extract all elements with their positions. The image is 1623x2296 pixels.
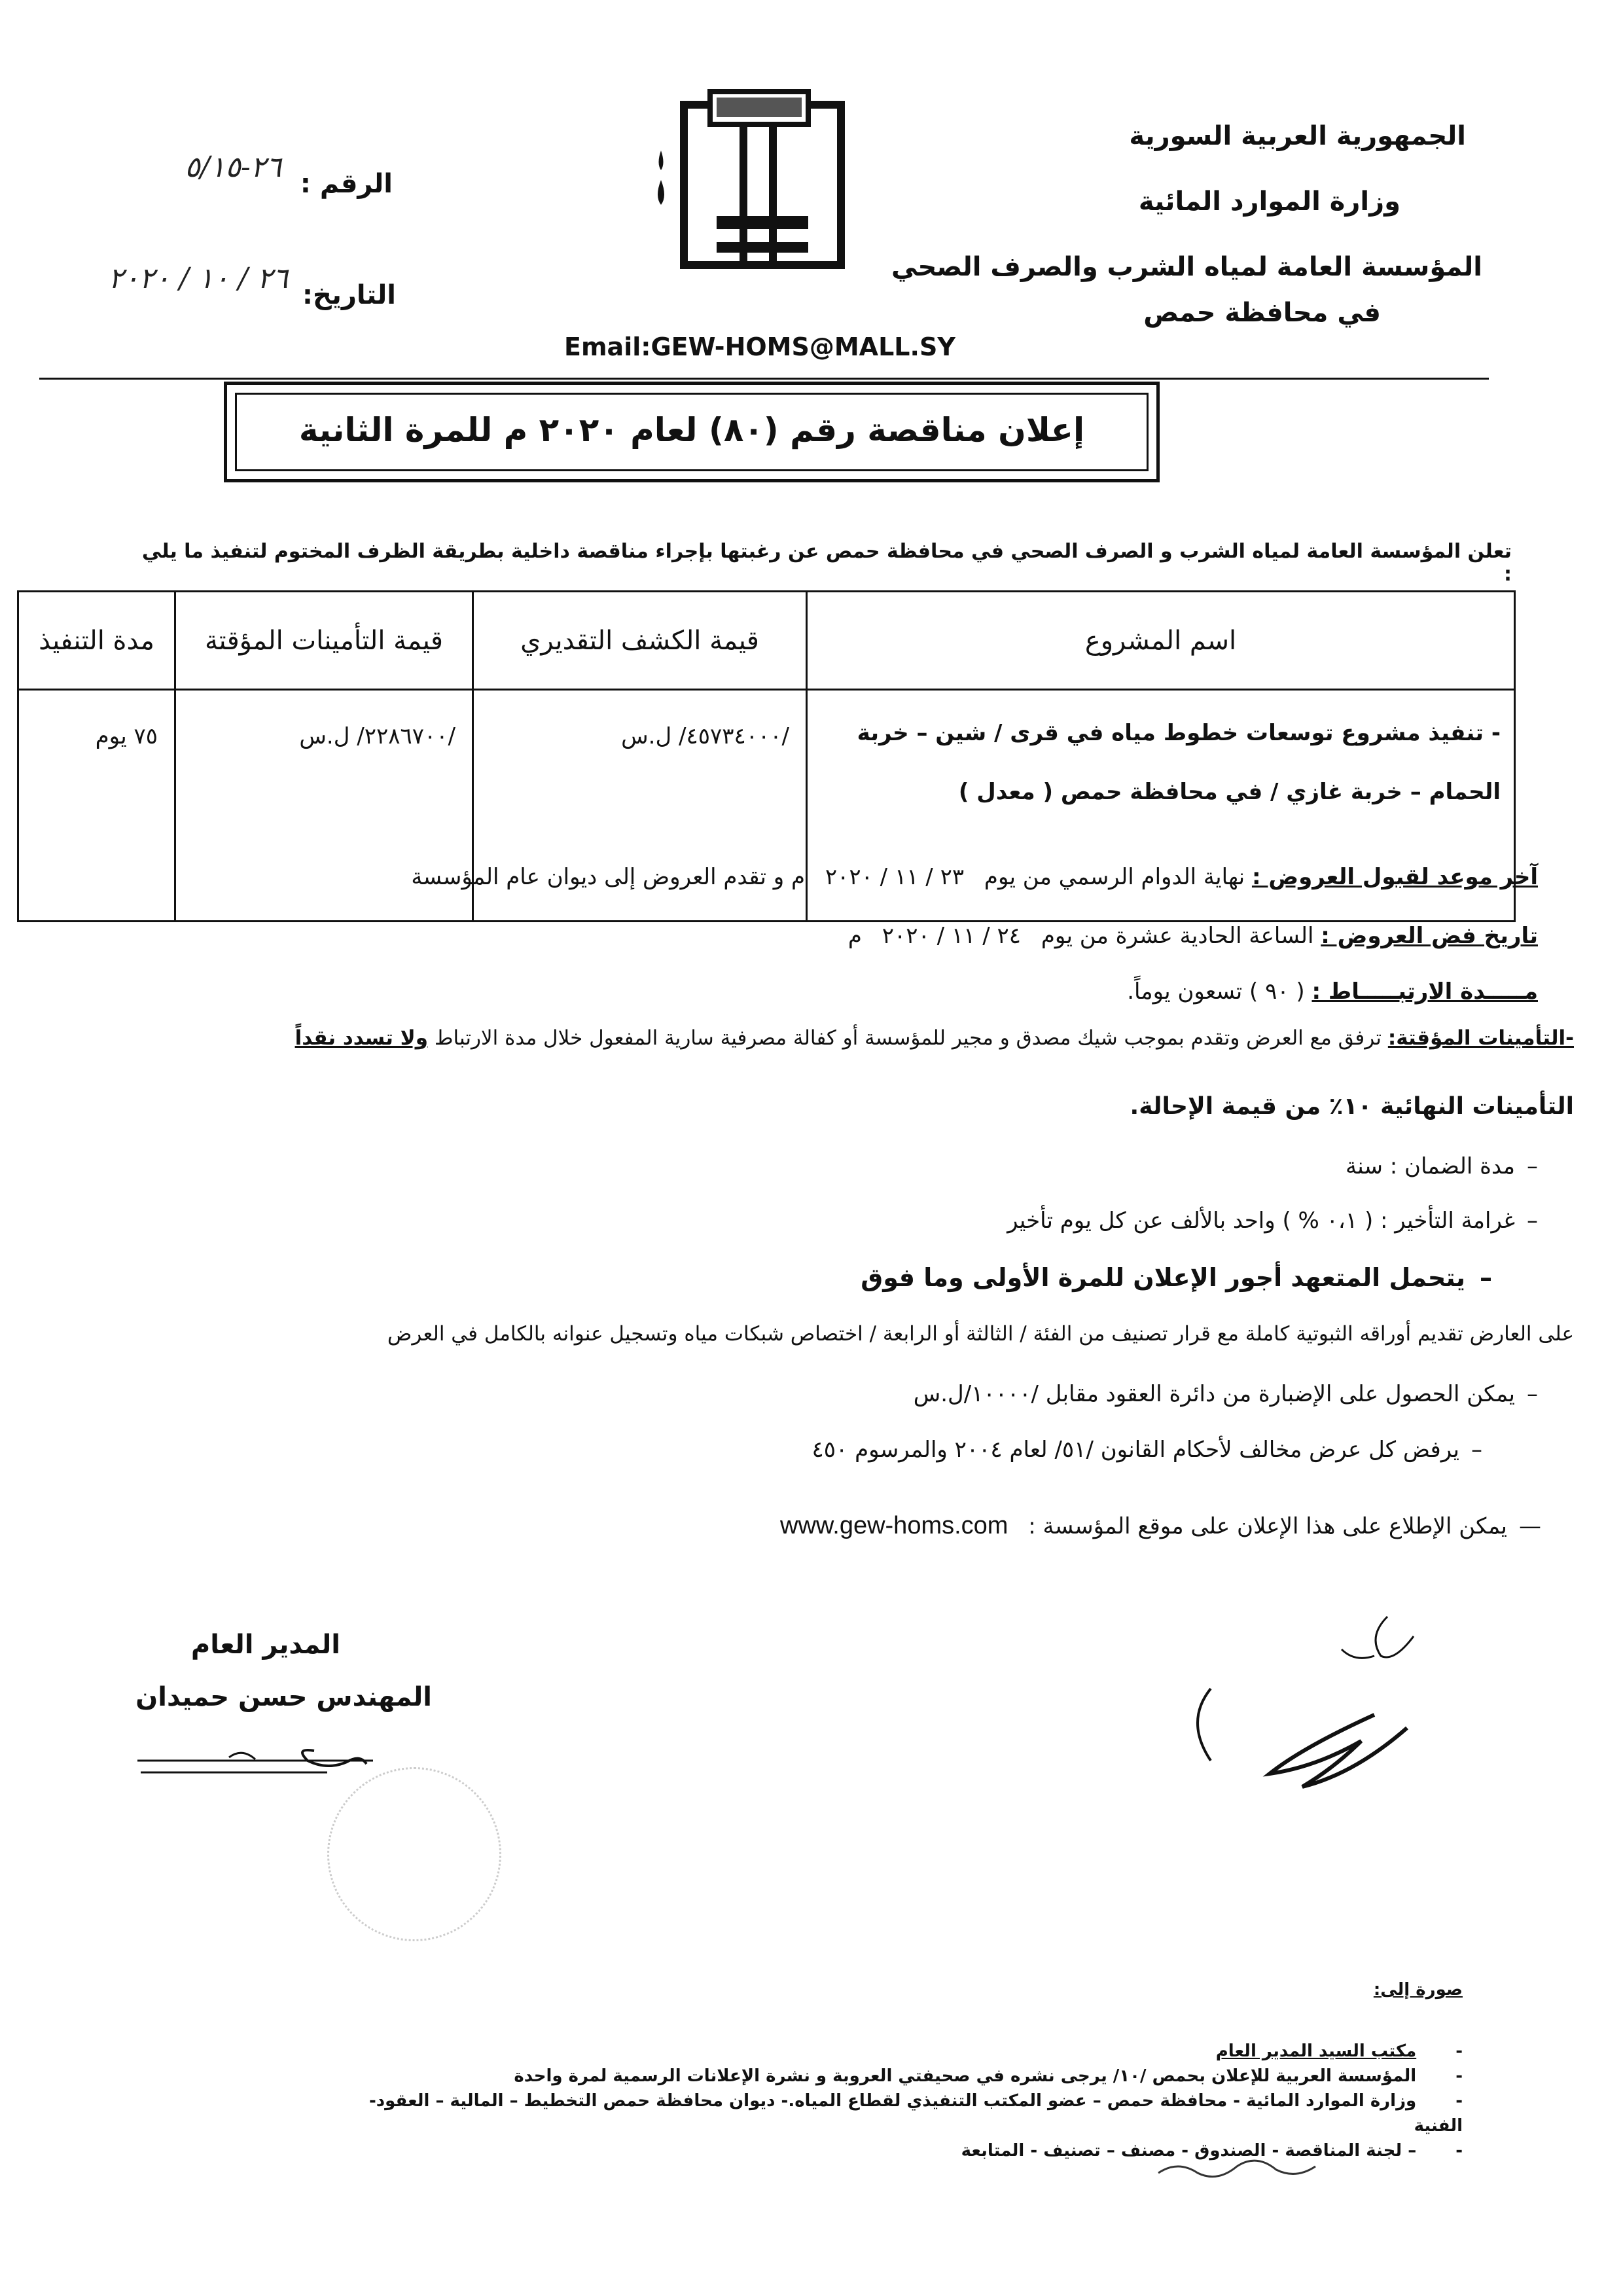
penalty-dash: – (1527, 1208, 1538, 1234)
dossier-dash: – (1527, 1381, 1538, 1407)
temp-deposit-line (29, 1026, 1574, 1050)
guarantee-line (229, 1153, 1538, 1179)
copies-dash-1: - (1455, 2041, 1463, 2061)
copies-item-1 (350, 2039, 1463, 2064)
guarantee-text: مدة الضمان : سنة (1345, 1153, 1515, 1179)
header-estimate-label: قيمة الكشف التقديري (520, 625, 759, 656)
guarantee-dash: – (1527, 1153, 1538, 1179)
binding-line (164, 978, 1538, 1005)
faint-stamp (327, 1767, 501, 1941)
project-line-1 (808, 704, 1501, 762)
reject-line (239, 1437, 1482, 1463)
reference-number: ٢٦-٥/١٥ (185, 151, 281, 184)
opening-date: ٢٤ / ١١ / ٢٠٢٠ (882, 923, 1022, 949)
reject-dash: – (1471, 1437, 1482, 1463)
deadline-text: نهاية الدوام الرسمي من يوم (984, 864, 1245, 890)
website-text: يمكن الإطلاع على هذا الإعلان على موقع المؤسسة : (1028, 1513, 1507, 1539)
project-name-1: تنفيذ مشروع توسعات خطوط مياه في قرى / شين – خربة (857, 720, 1484, 746)
temp-deposit-label: -التأمينات المؤقتة: (1387, 1026, 1574, 1050)
ministry-name: وزارة الموارد المائية (1138, 187, 1400, 217)
institution-logo (645, 88, 861, 275)
ad-costs-text: يتحمل المتعهد أجور الإعلان للمرة الأولى وما فوق (861, 1263, 1465, 1292)
temp-deposit-bold: ولا تسدد نقداً (294, 1026, 428, 1050)
website-line (232, 1512, 1541, 1540)
date-value: ٢٦ / ١٠ / ٢٠٢٠ (108, 262, 288, 295)
binding-label: مـــــدة الارتبـــــاط : (1311, 978, 1538, 1005)
deadline-date: ٢٣ / ١١ / ٢٠٢٠ (825, 864, 965, 890)
republic-name: الجمهورية العربية السورية (1129, 121, 1466, 151)
header-duration-label: مدة التنفيذ (39, 625, 154, 656)
deadline-tail: م و تقدم العروض إلى ديوان عام المؤسسة (411, 864, 806, 890)
opening-line (164, 923, 1538, 949)
initials-scribble (1152, 2147, 1322, 2186)
copies-text-1: مكتب السيد المدير العام (1215, 2041, 1417, 2061)
reject-text: يرفض كل عرض مخالف لأحكام القانون /٥١/ لعام ٢٠٠٤ والمرسوم ٤٥٠ (812, 1437, 1459, 1463)
project-dash: - (1491, 720, 1501, 746)
dossier-text: يمكن الحصول على الإضبارة من دائرة العقود مقابل /١٠٠٠٠/ل.س (913, 1381, 1515, 1407)
copies-text-2: المؤسسة العربية للإعلان بحمص /١٠/ يرجى نشره في صحيفتي العروبة و نشرة الإعلانات الرسمية لمرة واحدة (514, 2066, 1417, 2086)
copies-dash-2: - (1455, 2066, 1463, 2086)
opening-label: تاريخ فض العروض : (1321, 923, 1538, 949)
copies-text-3: وزارة الموارد المائية - محافظة حمص – عضو المكتب التنفيذي لقطاع المياه.- ديوان محافظة حمص التخطيط – المالية – العقود- الفنية (368, 2091, 1463, 2136)
project-name-2: الحمام – خربة غازي / في محافظة حمص ( معدل ) (958, 779, 1501, 805)
copies-list (350, 2039, 1463, 2163)
deadline-line (164, 864, 1538, 890)
reference-label: الرقم : (300, 169, 393, 199)
project-line-2 (808, 762, 1501, 821)
header-project (807, 592, 1515, 690)
copies-label: صورة إلى: (1373, 1980, 1463, 2000)
institution-line-2: في محافظة حمص (1143, 298, 1381, 328)
website-dash: — (1519, 1513, 1541, 1539)
signature-right (1171, 1597, 1446, 1806)
header-deposit (175, 592, 473, 690)
header-rule (39, 378, 1489, 380)
duration-value: ٧٥ يوم (95, 723, 158, 749)
binding-text: ( ٩٠ ) تسعون يوماً. (1127, 978, 1305, 1005)
date-label: التاريخ: (302, 280, 396, 310)
copies-dash-4: - (1455, 2141, 1463, 2161)
institution-line-1: المؤسسة العامة لمياه الشرب والصرف الصحي (891, 252, 1482, 282)
signature-left (131, 1734, 380, 1793)
header-duration (18, 592, 175, 690)
title-box (224, 382, 1160, 482)
header-estimate (473, 592, 807, 690)
copies-item-2 (350, 2064, 1463, 2089)
opening-text: الساعة الحادية عشرة من يوم (1041, 923, 1314, 949)
tender-title: إعلان مناقصة رقم (٨٠) لعام ٢٠٢٠ م للمرة الثانية (298, 411, 1085, 449)
ad-costs-line (249, 1263, 1492, 1292)
penalty-line (229, 1208, 1538, 1234)
ad-costs-dash: – (1480, 1263, 1492, 1292)
penalty-text: غرامة التأخير : ( ٠،١ % ) واحد بالألف عن كل يوم تأخير (1007, 1208, 1515, 1234)
header-project-label: اسم المشروع (1084, 625, 1237, 656)
institution-email: Email:GEW-HOMS@MALL.SY (564, 332, 955, 361)
signatory-title: المدير العام (190, 1630, 340, 1660)
classification-line: على العارض تقديم أوراقه الثبوتية كاملة مع قرار تصنيف من الفئة / الثالثة أو الرابعة / اختصاص شبكات مياه وتسجيل عنوانه بالكامل في العرض (387, 1322, 1574, 1346)
deadline-label: آخر موعد لقبول العروض : (1251, 864, 1538, 890)
header-deposit-label: قيمة التأمينات المؤقتة (205, 625, 443, 656)
website-link[interactable]: www.gew-homs.com (780, 1512, 1008, 1539)
signatory-name: المهندس حسن حميدان (135, 1682, 432, 1712)
intro-text: تعلن المؤسسة العامة لمياه الشرب و الصرف الصحي في محافظة حمص عن رغبتها بإجراء مناقصة داخلية بطريقة الظرف المختوم لتنفيذ ما يلي : (141, 540, 1512, 586)
deposit-value: /٢٢٨٦٧٠٠/ ل.س (299, 723, 455, 749)
copies-item-3 (350, 2089, 1463, 2138)
table-header-row (18, 592, 1515, 690)
final-deposit: التأمينات النهائية ١٠٪ من قيمة الإحالة. (1130, 1093, 1574, 1120)
copies-dash-3: - (1455, 2091, 1463, 2111)
estimate-value: /٤٥٧٣٤٠٠٠/ ل.س (621, 723, 789, 749)
dossier-line (229, 1381, 1538, 1407)
opening-tail: م (847, 923, 862, 949)
copies-text-4: – لجنة المناقصة - الصندوق - مصنف – تصنيف - المتابعة (961, 2141, 1417, 2161)
cell-duration (18, 690, 175, 922)
temp-deposit-text: ترفق مع العرض وتقدم بموجب شيك مصدق و مجير للمؤسسة أو كفالة مصرفية سارية المفعول خلال مدة الارتباط (434, 1026, 1382, 1050)
